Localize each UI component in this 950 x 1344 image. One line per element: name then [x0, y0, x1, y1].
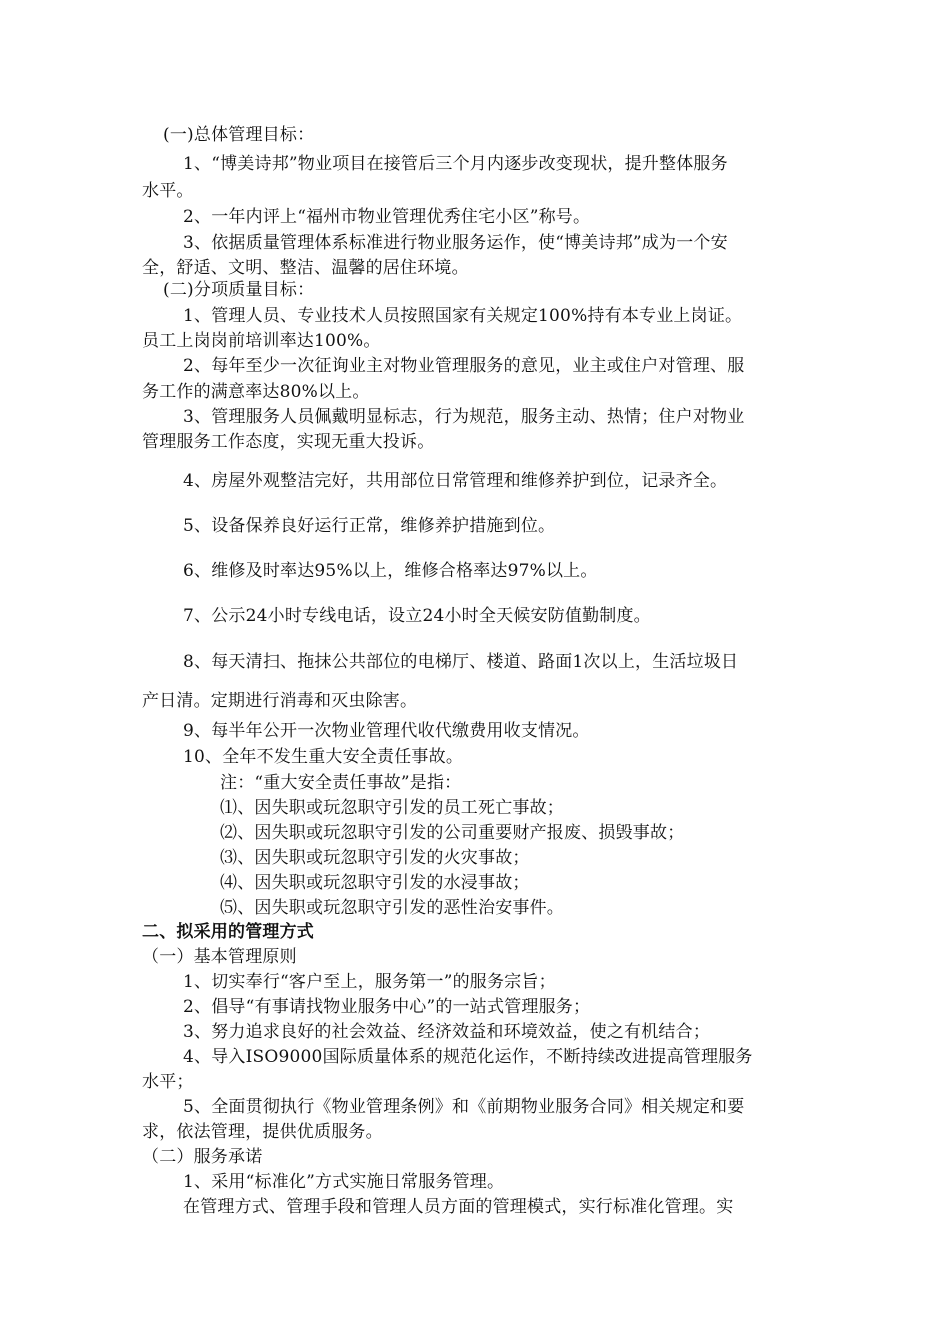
quality-goal-2: 2、每年至少一次征询业主对物业管理服务的意见，业主或住户对管理、服: [183, 356, 745, 376]
overall-goals-heading: (一)总体管理目标：: [163, 125, 315, 145]
principle-2: 2、倡导“有事请找物业服务中心”的一站式管理服务；: [183, 997, 591, 1017]
principle-4: 4、导入ISO9000国际质量体系的规范化运作，不断持续改进提高管理服务: [183, 1047, 753, 1067]
overall-goal-2: 2、一年内评上“福州市物业管理优秀住宅小区”称号。: [183, 207, 591, 227]
service-commitment-heading: （二）服务承诺: [142, 1147, 263, 1167]
commitment-1: 1、采用“标准化”方式实施日常服务管理。: [183, 1172, 505, 1192]
quality-goal-3: 3、管理服务人员佩戴明显标志，行为规范，服务主动、热情；住户对物业: [183, 407, 745, 427]
note-item-2: ⑵、因失职或玩忽职守引发的公司重要财产报废、损毁事故；: [220, 823, 685, 843]
commitment-1-body: 在管理方式、管理手段和管理人员方面的管理模式，实行标准化管理。实: [183, 1197, 734, 1217]
quality-goal-4: 4、房屋外观整洁完好，共用部位日常管理和维修养护到位，记录齐全。: [183, 471, 728, 491]
note-item-5: ⑸、因失职或玩忽职守引发的恶性治安事件。: [220, 898, 564, 918]
quality-goal-8: 8、每天清扫、拖抹公共部位的电梯厅、楼道、路面1次以上，生活垃圾日: [183, 652, 739, 672]
quality-goal-1: 1、管理人员、专业技术人员按照国家有关规定100%持有本专业上岗证。: [183, 306, 743, 326]
note-heading: 注：“重大安全责任事故”是指：: [220, 773, 462, 793]
overall-goal-1-cont: 水平。: [142, 181, 194, 201]
quality-goals-heading: (二)分项质量目标：: [163, 280, 315, 300]
quality-goal-8-cont: 产日清。定期进行消毒和灭虫除害。: [142, 691, 418, 711]
overall-goal-1: 1、“博美诗邦”物业项目在接管后三个月内逐步改变现状，提升整体服务: [183, 154, 728, 174]
overall-goal-3-cont: 全，舒适、文明、整洁、温馨的居住环境。: [142, 258, 469, 278]
principle-5: 5、全面贯彻执行《物业管理条例》和《前期物业服务合同》相关规定和要: [183, 1097, 745, 1117]
quality-goal-6: 6、维修及时率达95%以上，维修合格率达97%以上。: [183, 561, 598, 581]
quality-goal-3-cont: 管理服务工作态度，实现无重大投诉。: [142, 432, 435, 452]
quality-goal-2-cont: 务工作的满意率达80%以上。: [142, 382, 370, 402]
principle-3: 3、努力追求良好的社会效益、经济效益和环境效益，使之有机结合；: [183, 1022, 711, 1042]
overall-goal-3: 3、依据质量管理体系标准进行物业服务运作，使“博美诗邦”成为一个安: [183, 233, 728, 253]
basic-principles-heading: （一）基本管理原则: [142, 947, 297, 967]
quality-goal-5: 5、设备保养良好运行正常，维修养护措施到位。: [183, 516, 556, 536]
principle-5-cont: 求，依法管理，提供优质服务。: [142, 1122, 383, 1142]
quality-goal-9: 9、每半年公开一次物业管理代收代缴费用收支情况。: [183, 721, 590, 741]
note-item-1: ⑴、因失职或玩忽职守引发的员工死亡事故；: [220, 798, 564, 818]
section-2-title: 二、拟采用的管理方式: [142, 922, 314, 942]
quality-goal-1-cont: 员工上岗岗前培训率达100%。: [142, 331, 381, 351]
principle-1: 1、切实奉行“客户至上，服务第一”的服务宗旨；: [183, 972, 556, 992]
note-item-3: ⑶、因失职或玩忽职守引发的火灾事故；: [220, 848, 530, 868]
note-item-4: ⑷、因失职或玩忽职守引发的水浸事故；: [220, 873, 530, 893]
quality-goal-10: 10、全年不发生重大安全责任事故。: [183, 747, 464, 767]
quality-goal-7: 7、公示24小时专线电话，设立24小时全天候安防值勤制度。: [183, 606, 651, 626]
principle-4-cont: 水平；: [142, 1072, 194, 1092]
